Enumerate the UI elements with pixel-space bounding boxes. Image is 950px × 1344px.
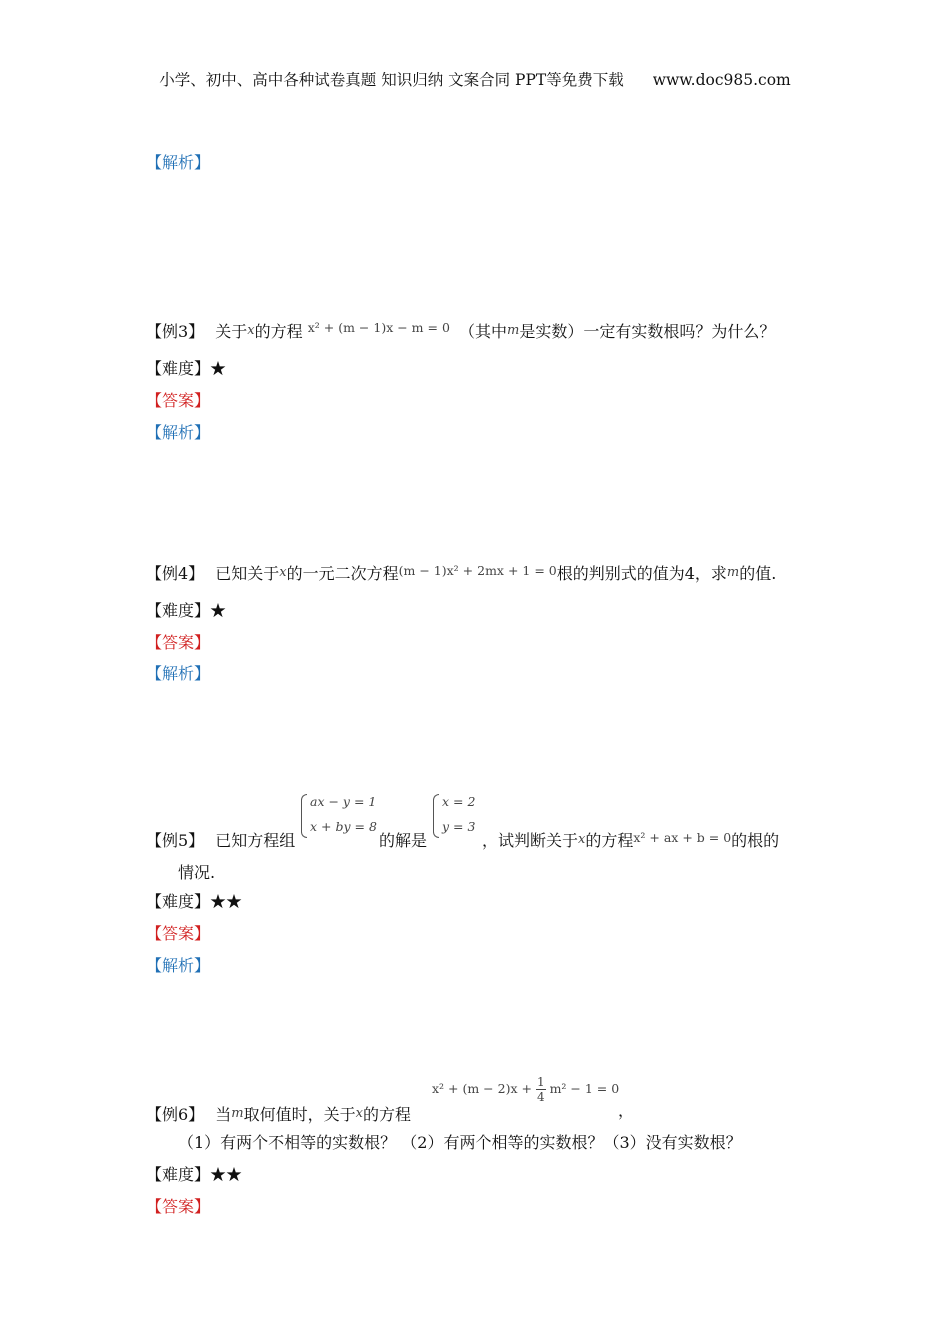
example-5-difficulty: 【难度】★★ bbox=[146, 892, 243, 911]
system-1-eq-1: ax − y = 1 bbox=[310, 794, 377, 809]
example-3-equation: x² + (m − 1)x − m = 0 bbox=[307, 320, 450, 335]
example-4-label: 【例4】 bbox=[146, 564, 205, 583]
example-4-answer-tag: 【答案】 bbox=[146, 633, 211, 652]
page-header bbox=[0, 68, 950, 90]
header-text: 小学、初中、高中各种试卷真题 知识归纳 文案合同 PPT等免费下载 bbox=[159, 71, 624, 89]
example-3-label: 【例3】 bbox=[146, 322, 205, 341]
example-4-analysis-tag: 【解析】 bbox=[146, 664, 211, 683]
example-5-analysis-tag: 【解析】 bbox=[146, 956, 211, 975]
example-5-question-mid: 的解是 bbox=[379, 831, 428, 850]
example-6-equation: x² + (m − 2)x + $\frac{1}{4}$ m² − 1 = 0 bbox=[432, 1075, 620, 1104]
example-6-subquestions: （1）有两个不相等的实数根？ （2）有两个相等的实数根？（3）没有实数根？ bbox=[178, 1133, 742, 1152]
example-4-equation: (m − 1)x² + 2mx + 1 = 0 bbox=[398, 563, 557, 578]
system-1-eq-2: x + by = 8 bbox=[310, 819, 377, 834]
example-6-question: 【例6】 当m取何值时，关于x的方程 bbox=[146, 1105, 411, 1124]
example-6-comma: ， bbox=[618, 1101, 635, 1120]
system-2-eq-2: y = 3 bbox=[442, 819, 476, 834]
example-4-difficulty: 【难度】★ bbox=[146, 601, 227, 620]
top-analysis-tag: 【解析】 bbox=[146, 153, 211, 172]
example-5-question-cont: 情况. bbox=[178, 863, 216, 882]
example-4-question: 【例4】 已知关于x的一元二次方程$^{(m - 1)x^2 + 2mx + 1 = 0}$根的判别式的值为4，求m的值. bbox=[146, 563, 777, 583]
example-6-label: 【例6】 bbox=[146, 1105, 205, 1124]
example-5-equation: x² + ax + b = 0 bbox=[633, 830, 732, 845]
header-site: www.doc985.com bbox=[652, 71, 791, 89]
example-3-answer-tag: 【答案】 bbox=[146, 391, 211, 410]
example-5-question: 【例5】 已知方程组 bbox=[146, 831, 296, 850]
system-1-brace bbox=[301, 794, 307, 838]
example-5-answer-tag: 【答案】 bbox=[146, 924, 211, 943]
example-5-question-end: ，试判断关于x的方程$^{x^2 + ax + b = 0}$的根的 bbox=[482, 830, 780, 850]
example-3-analysis-tag: 【解析】 bbox=[146, 423, 211, 442]
fraction-one-quarter: $\frac{1}{4}$ bbox=[536, 1075, 545, 1104]
example-3-question: 【例3】 关于x的方程 $^{x^2 + (m - 1)x - m = 0}$ （其中m是实数）一定有实数根吗？为什么？ bbox=[146, 320, 776, 341]
example-6-answer-tag: 【答案】 bbox=[146, 1197, 211, 1216]
example-3-difficulty: 【难度】★ bbox=[146, 359, 227, 378]
example-5-label: 【例5】 bbox=[146, 831, 205, 850]
system-2-brace bbox=[433, 794, 439, 838]
system-2-eq-1: x = 2 bbox=[442, 794, 476, 809]
example-6-difficulty: 【难度】★★ bbox=[146, 1165, 243, 1184]
